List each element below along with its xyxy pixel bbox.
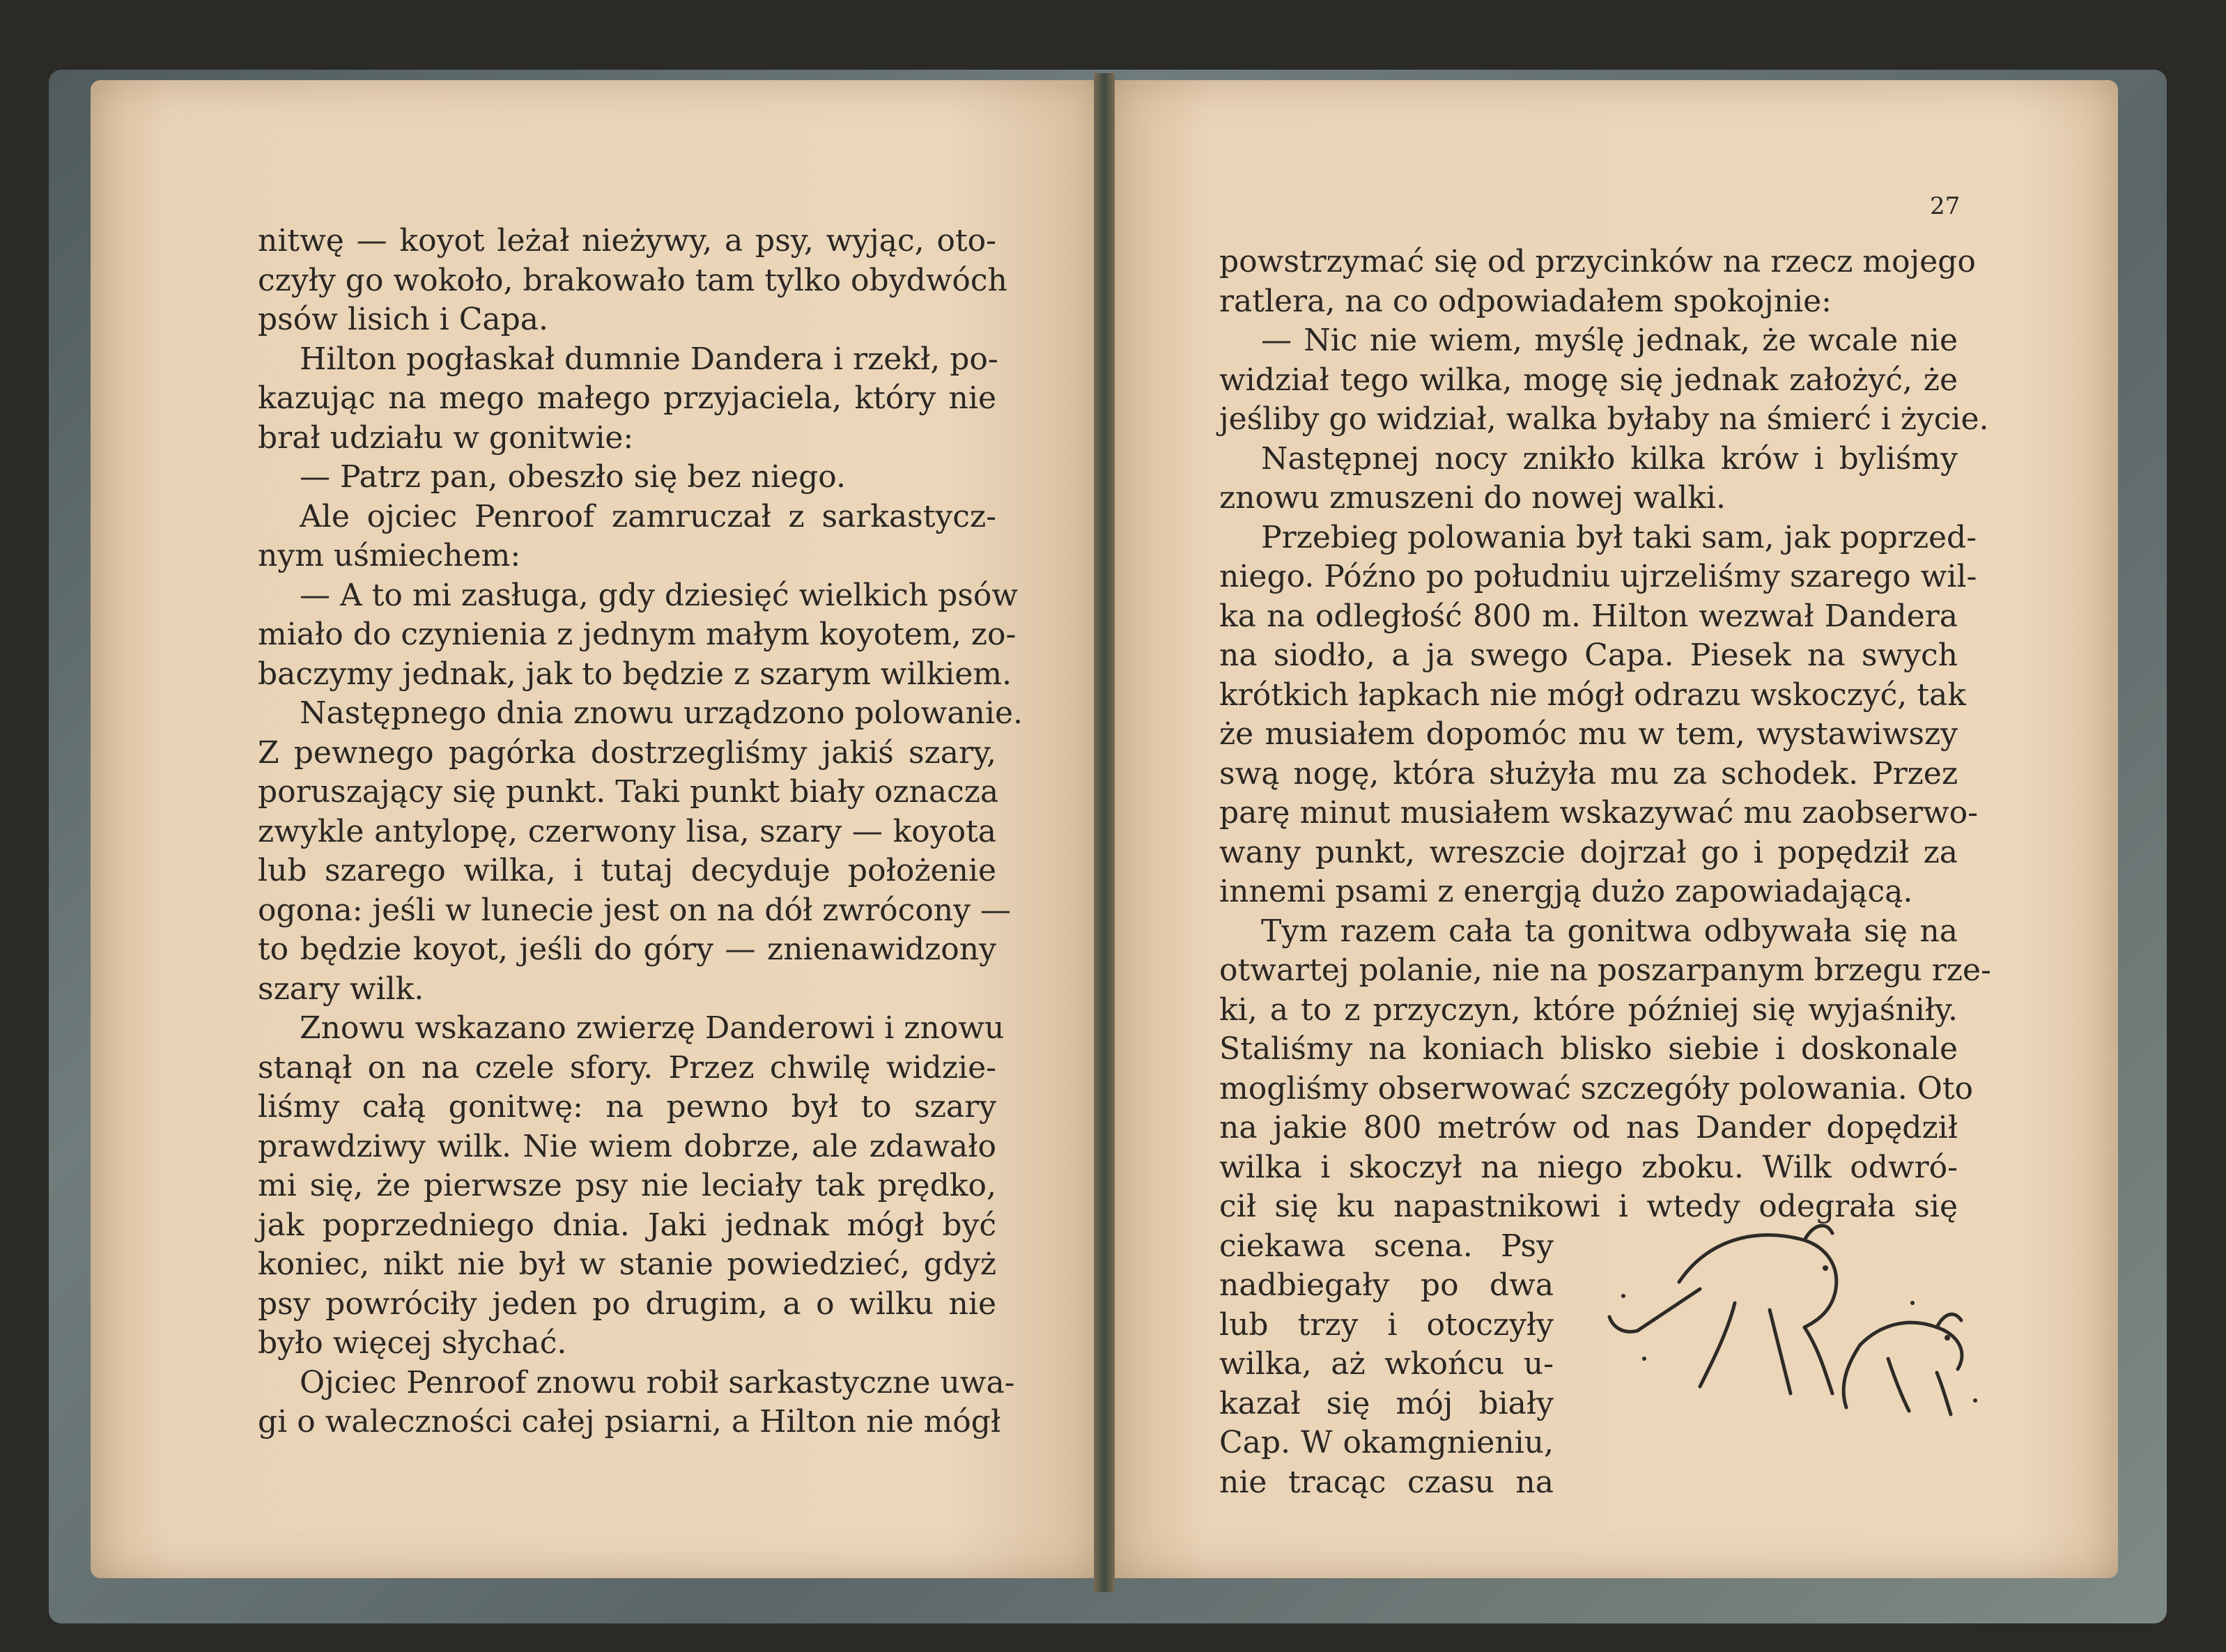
text-line: koniec, nikt nie był w stanie powiedzieć, gdyż [258,1246,996,1282]
text-line: niego. Późno po południu ujrzeliśmy szarego wil- [1219,559,1977,594]
text-line: parę minut musiałem wskazywać mu zaobserwo- [1219,795,1979,831]
text-line: wilka, aż wkońcu u- [1219,1346,1554,1382]
text-line: miało do czynienia z jednym małym koyotem, zo- [258,617,1017,652]
text-line: nym uśmiechem: [258,538,521,573]
text-line: zwykle antylopę, czerwony lisa, szary — koyota [258,813,996,849]
text-line: nie tracąc czasu na [1219,1464,1554,1500]
page-number: 27 [1930,192,1961,220]
text-line: Staliśmy na koniach blisko siebie i doskonale [1219,1031,1958,1067]
text-line: Ojciec Penroof znowu robił sarkastyczne uwa- [300,1364,1015,1400]
text-line: jak poprzedniego dnia. Jaki jednak mógł być [258,1207,996,1243]
text-line: widział tego wilka, mogę się jednak założyć, że [1219,362,1958,398]
text-line: mogliśmy obserwować szczegóły polowania. Oto [1219,1070,1974,1106]
text-line: krótkich łapkach nie mógł odrazu wskoczyć, tak [1219,677,1966,713]
text-line: Z pewnego pagórka dostrzegliśmy jakiś szary, [258,734,996,771]
text-line: kazując na mego małego przyjaciela, który nie [258,380,996,416]
text-line: poruszający się punkt. Taki punkt biały oznacza [258,774,999,810]
text-line: otwartej polanie, nie na poszarpanym brzegu rze- [1219,952,1991,988]
text-line: było więcej słychać. [258,1325,567,1361]
text-line: Tym razem cała ta gonitwa odbywała się na [1261,913,1958,949]
text-line: liśmy całą gonitwę: na pewno był to szary [258,1089,996,1125]
text-line: szary wilk. [258,971,424,1007]
text-line: ka na odległość 800 m. Hilton wezwał Dandera [1219,598,1958,634]
text-line: Następnej nocy znikło kilka krów i byliśmy [1261,440,1958,477]
wolf-and-dog-sketch [1595,1198,1986,1428]
text-line: Przebieg polowania był taki sam, jak poprzed- [1261,519,1977,555]
text-line: psy powróciły jeden po drugim, a o wilku nie [258,1286,996,1322]
text-line: brał udziału w gonitwie: [258,419,634,456]
text-line: Ale ojciec Penroof zamruczał z sarkastycz- [300,498,996,534]
text-line: na jakie 800 metrów od nas Dander dopędził [1219,1110,1958,1145]
text-line: — Nic nie wiem, myślę jednak, że wcale nie [1261,323,1958,358]
left-page-text [258,222,1023,1442]
text-line: to będzie koyot, jeśli do góry — znienawidzony [258,932,996,967]
text-line: stanął on na czele sfory. Przez chwilę widzie- [258,1049,996,1086]
text-line: ciekawa scena. Psy [1219,1228,1554,1264]
text-line: na siodło, a ja swego Capa. Piesek na swych [1219,638,1958,673]
text-line: innemi psami z energją dużo zapowiadającą. [1219,874,1913,909]
text-line: — Patrz pan, obeszło się bez niego. [300,459,847,495]
text-line: powstrzymać się od przycinków na rzecz mojego [1219,244,1976,279]
text-line: jeśliby go widział, walka byłaby na śmierć i życie. [1219,401,1989,437]
text-line: swą nogę, która służyła mu za schodek. Przez [1219,755,1958,792]
text-line: czyły go wokoło, brakowało tam tylko obydwóch [258,262,1007,298]
text-line: cił się ku napastnikowi i wtedy odegrała się [1219,1189,1958,1224]
text-line: wilka i skoczył na niego zboku. Wilk odwró- [1219,1149,1958,1185]
text-line: — A to mi zasługa, gdy dziesięć wielkich psów [300,577,1019,613]
text-line: gi o waleczności całej psiarni, a Hilton nie mógł [258,1404,1001,1439]
text-line: ratlera, na co odpowiadałem spokojnie: [1219,283,1832,319]
book-gutter [1094,73,1115,1592]
text-line: lub trzy i otoczyły [1219,1306,1554,1343]
text-line: Cap. W okamgnieniu, [1219,1425,1554,1460]
text-line: Następnego dnia znowu urządzono polowanie. [300,695,1023,731]
text-line: wany punkt, wreszcie dojrzał go i popędził za [1219,834,1958,870]
text-line: Hilton pogłaskał dumnie Dandera i rzekł, po- [300,341,998,377]
text-line: psów lisich i Capa. [258,302,548,337]
text-line: kazał się mój biały [1219,1385,1554,1421]
text-line: ki, a to z przyczyn, które później się wyjaśniły. [1219,991,1958,1028]
text-line: lub szarego wilka, i tutaj decyduje położenie [258,853,996,888]
text-line: znowu zmuszeni do nowej walki. [1219,480,1726,516]
text-line: ogona: jeśli w lunecie jest on na dół zwrócony — [258,892,1011,928]
text-line: baczymy jednak, jak to będzie z szarym wilkiem. [258,656,1012,692]
text-line: mi się, że pierwsze psy nie leciały tak prędko, [258,1168,996,1203]
text-line: że musiałem dopomóc mu w tem, wystawiwszy [1219,716,1958,752]
narrow-text-column [1219,1227,1554,1503]
text-line: prawdziwy wilk. Nie wiem dobrze, ale zdawało [258,1128,996,1164]
text-line: nadbiegały po dwa [1219,1267,1554,1303]
text-line: Znowu wskazano zwierzę Danderowi i znowu [300,1010,1005,1046]
text-line: nitwę — koyot leżał nieżywy, a psy, wyjąc, oto- [258,223,996,258]
